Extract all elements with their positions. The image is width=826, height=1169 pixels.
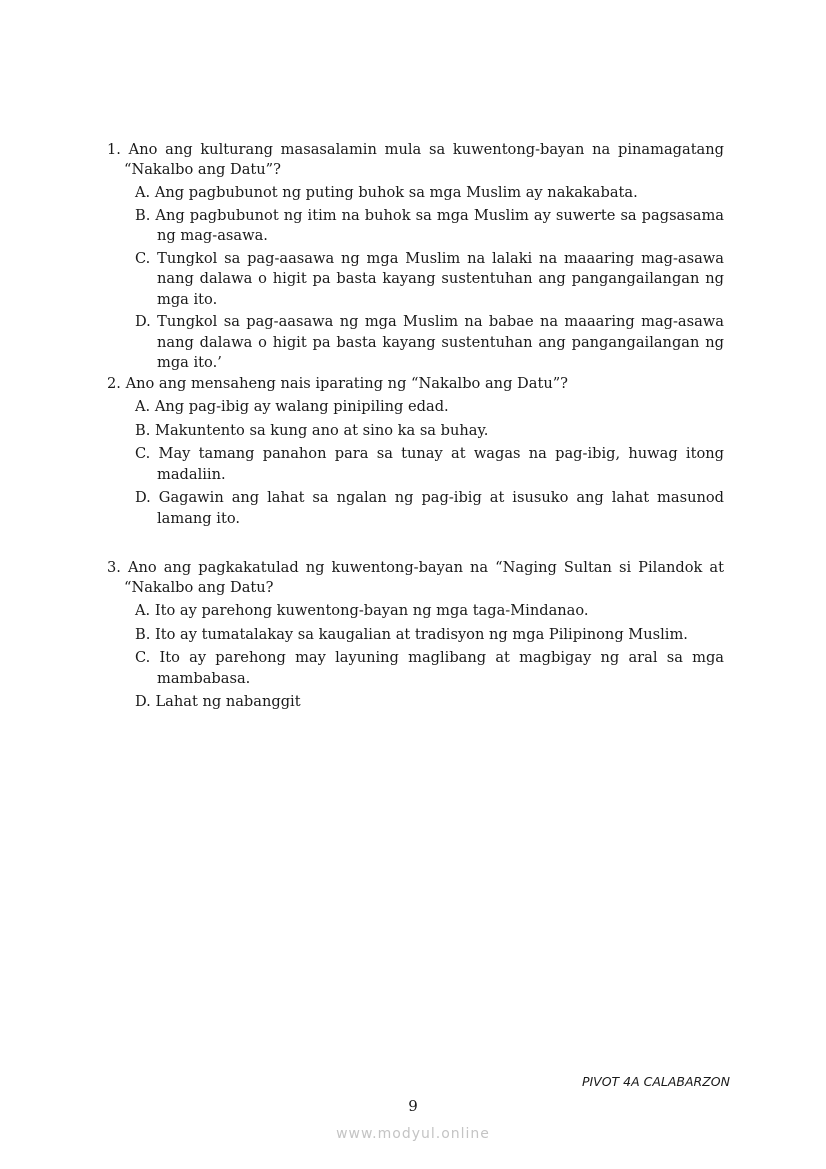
- choice-c: C. Tungkol sa pag-aasawa ng mga Muslim na lalaki na maaaring mag-asawa nang dalawa o higit pa basta kayang sustentuhan ang pangangailangan ng mga ito.: [135, 249, 724, 308]
- choice-c: C. May tamang panahon para sa tunay at wagas na pag-ibig, huwag itong madaliin.: [135, 445, 724, 483]
- question-stem: 3. Ano ang pagkakatulad ng kuwentong-bayan na “Naging Sultan si Pilandok at “Nakalbo ang Datu?: [107, 559, 724, 596]
- choice-b: B. Ito ay tumatalakay sa kaugalian at tradisyon ng mga Pilipinong Muslim.: [135, 625, 688, 643]
- answer-choices: [107, 183, 724, 374]
- choice-b: B. Ang pagbubunot ng itim na buhok sa mga Muslim ay suwerte sa pagsasama ng mag-asawa.: [135, 206, 724, 244]
- choice-a: A. Ito ay parehong kuwentong-bayan ng mga taga-Mindanao.: [135, 602, 589, 619]
- choice-a: A. Ang pag-ibig ay walang pinipiling edad.: [135, 398, 449, 415]
- question-stem: 1. Ano ang kulturang masasalamin mula sa kuwentong-bayan na pinamagatang “Nakalbo ang Datu”?: [107, 141, 724, 178]
- choice-d: D. Gagawin ang lahat sa ngalan ng pag-ibig at isusuko ang lahat masunod lamang ito.: [135, 489, 724, 527]
- choice-d: D. Lahat ng nabanggit: [135, 693, 301, 710]
- page-number: 9: [408, 1097, 418, 1115]
- watermark: www.modyul.online: [336, 1126, 490, 1142]
- question-stem: 2. Ano ang mensaheng nais iparating ng “Nakalbo ang Datu”?: [107, 375, 569, 392]
- question-1: [107, 140, 724, 376]
- question-3: [107, 558, 724, 716]
- footer-label: PIVOT 4A CALABARZON: [581, 1074, 730, 1089]
- choice-b: B. Makuntento sa kung ano at sino ka sa buhay.: [135, 421, 489, 439]
- answer-choices: [107, 397, 724, 529]
- question-2: [107, 374, 724, 532]
- choice-a: A. Ang pagbubunot ng puting buhok sa mga Muslim ay nakakabata.: [135, 184, 638, 201]
- answer-choices: [107, 601, 724, 713]
- choice-d: D. Tungkol sa pag-aasawa ng mga Muslim na babae na maaaring mag-asawa nang dalawa o higit pa basta kayang sustentuhan ang pangangailangan ng mga ito.’: [135, 313, 724, 371]
- choice-c: C. Ito ay parehong may layuning maglibang at magbigay ng aral sa mga mambabasa.: [135, 649, 724, 687]
